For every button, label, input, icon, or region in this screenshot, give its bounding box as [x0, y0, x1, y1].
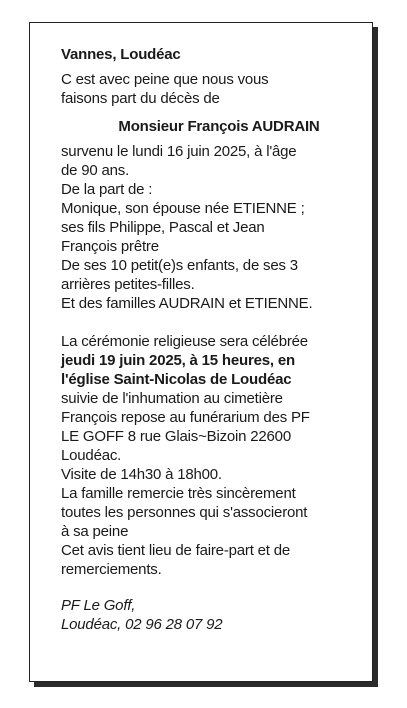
family-text — [61, 142, 361, 313]
body-line: François prêtre — [61, 238, 159, 255]
signature-line: PF Le Goff, — [61, 597, 136, 614]
ceremony-line: La cérémonie religieuse sera célébrée — [61, 333, 308, 350]
intro-text — [61, 70, 361, 108]
details-line: François repose au funérarium des PF — [61, 409, 310, 426]
obituary-notice — [29, 22, 373, 682]
details-line: remerciements. — [61, 561, 162, 578]
body-line: survenu le lundi 16 juin 2025, à l'âge — [61, 143, 297, 160]
details-line: Cet avis tient lieu de faire-part et de — [61, 542, 290, 559]
signature — [61, 596, 361, 634]
details-line: à sa peine — [61, 523, 129, 540]
details-line: toutes les personnes qui s'associeront — [61, 504, 308, 521]
details-line: La famille remercie très sincèrement — [61, 485, 296, 502]
details-line: LE GOFF 8 rue Glais~Bizoin 22600 — [61, 428, 291, 445]
body-line: Et des familles AUDRAIN et ETIENNE. — [61, 295, 313, 312]
ceremony-text — [61, 332, 361, 579]
body-line: Monique, son épouse née ETIENNE ; — [61, 200, 305, 217]
details-line: Loudéac. — [61, 447, 122, 464]
ceremony-place: l'église Saint-Nicolas de Loudéac — [61, 371, 292, 388]
body-line: De la part de : — [61, 181, 153, 198]
body-line: arrières petites-filles. — [61, 276, 195, 293]
ceremony-date: jeudi 19 juin 2025, à 15 heures, en — [61, 352, 295, 369]
deceased-name: Monsieur François AUDRAIN — [118, 118, 320, 135]
intro-line: C est avec peine que nous vous — [61, 71, 269, 88]
signature-line: Loudéac, 02 96 28 07 92 — [61, 616, 223, 633]
location-heading: Vannes, Loudéac — [61, 46, 181, 63]
intro-line: faisons part du décès de — [61, 90, 220, 107]
details-line: Visite de 14h30 à 18h00. — [61, 466, 222, 483]
body-line: de 90 ans. — [61, 162, 130, 179]
details-line: suivie de l'inhumation au cimetière — [61, 390, 283, 407]
body-line: De ses 10 petit(e)s enfants, de ses 3 — [61, 257, 298, 274]
notice-body — [61, 45, 361, 634]
body-line: ses fils Philippe, Pascal et Jean — [61, 219, 265, 236]
spacer — [61, 313, 361, 332]
